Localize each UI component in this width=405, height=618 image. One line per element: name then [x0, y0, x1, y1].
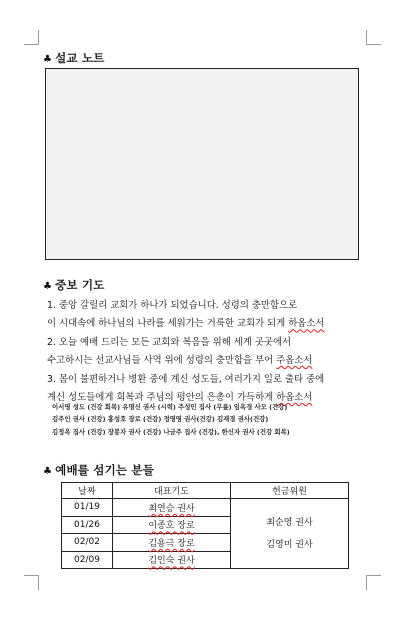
crop-mark-top-right [366, 30, 381, 45]
servers-heading [43, 462, 154, 478]
table-row [62, 499, 349, 517]
servers-table [61, 482, 349, 569]
prayer-title: 중보 기도 [55, 278, 105, 292]
sermon-note-title: 설교 노트 [55, 51, 105, 65]
column-header-offering: 헌금위원 [231, 483, 349, 499]
names-line: 김정옥 집사 (건강) 장봉자 권사 (건강) 나금주 집사 (건강), 한신자 권사 (건강 회복) [52, 427, 290, 436]
club-suit-icon: ♣ [43, 466, 53, 477]
prayer-line: 이 시대속에 하나님의 나라를 세워가는 거룩한 교회가 되게 하옵소서 [47, 318, 325, 330]
prayer-line: 2. 오늘 예배 드리는 모든 교회와 복음을 위해 세계 곳곳에서 [47, 336, 292, 348]
column-header-date: 날짜 [62, 483, 113, 499]
cell-date: 02/02 [62, 534, 113, 552]
servers-title: 예배를 섬기는 분들 [55, 463, 155, 477]
cell-date: 02/09 [62, 551, 113, 569]
spellcheck-word: 주옵소서 [276, 355, 313, 367]
prayer-heading [43, 277, 105, 293]
spellcheck-word: 하옵소서 [276, 391, 313, 403]
prayer-line: 수고하시는 선교사님들 사역 위에 성령의 충만함을 부어 주옵소서 [47, 355, 313, 367]
prayer-line: 계신 성도들에게 회복과 주님의 평안의 은총이 가득하게 하옵소서 [47, 391, 313, 403]
cell-prayer: 김용극 장로 [113, 534, 231, 552]
cell-prayer: 최연승 권사 [113, 499, 231, 517]
club-suit-icon: ♣ [43, 54, 53, 65]
prayer-list [47, 297, 367, 407]
cell-date: 01/26 [62, 516, 113, 534]
cell-prayer: 김인숙 권사 [113, 551, 231, 569]
cell-offering [231, 499, 349, 569]
crop-mark-bottom-right [366, 575, 381, 590]
names-line: 이서영 성도 (건강 회복) 유명신 권사 (시력) 주성민 집사 (무릎) 임옥경 사모 (건강) [52, 403, 288, 411]
offering-name: 김영미 권사 [266, 539, 313, 550]
prayer-line: 1. 중앙 갈릴리 교회가 하나가 되었습니다. 성령의 충만함으로 [47, 300, 298, 311]
offering-name: 최순영 권사 [266, 517, 313, 528]
crop-mark-bottom-left [24, 575, 39, 590]
sermon-note-box[interactable] [45, 68, 359, 260]
sermon-note-heading [43, 50, 105, 66]
cell-prayer: 이종호 장로 [113, 516, 231, 534]
cell-date: 01/19 [62, 499, 113, 517]
column-header-prayer: 대표기도 [113, 483, 231, 499]
spellcheck-word: 하옵소서 [288, 318, 325, 330]
prayer-line: 3. 몸이 불편하거나 병환 중에 계신 성도들, 여러가지 일로 출타 중에 [47, 373, 325, 385]
club-suit-icon: ♣ [43, 281, 53, 292]
table-header-row [62, 483, 349, 499]
prayer-names-list [52, 401, 372, 438]
names-line: 김주인 권사 (건강) 홍성호 장로 (건강) 정영영 권사(건강) 김재경 권사(건강) [52, 415, 269, 424]
crop-mark-top-left [24, 30, 39, 45]
